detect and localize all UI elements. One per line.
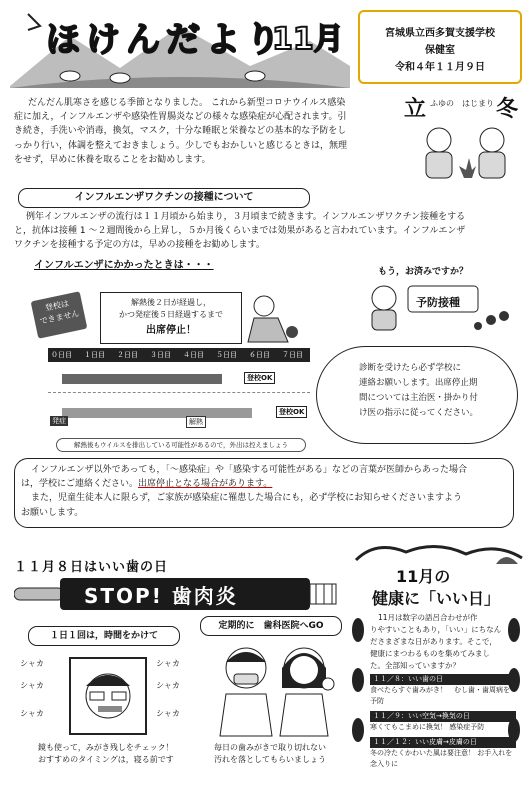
caption-line: 毎日の歯みがきで取り切れない bbox=[214, 743, 326, 752]
ii-day-desc: 寒くてもこまめに換気！ 感染症予防 bbox=[370, 723, 485, 731]
attendance-rule-box bbox=[100, 292, 242, 344]
ii-day-label: １１／９：いい空気→換気の日 bbox=[370, 711, 516, 722]
school-ok-badge: 登校OK bbox=[244, 372, 275, 384]
notice-line: インフルエンザ以外であっても，「～感染症」や「感染する可能性がある」などの言葉が医師からあった場合 bbox=[31, 465, 467, 475]
intro-paragraph bbox=[14, 96, 394, 167]
season-kanji-tou: 冬 bbox=[496, 97, 519, 122]
ii-day-panel bbox=[346, 540, 526, 798]
intro-line: っかり行い，体調を整えておきましょう。少しでもおかしいと感じるときは，無理 bbox=[14, 140, 348, 151]
shaka-sound: シャカ bbox=[156, 709, 180, 718]
rule-line: かつ発症後５日経過するまで bbox=[119, 310, 223, 319]
ii-day-title-2: 健康に「いい日」 bbox=[372, 589, 501, 608]
cloud-line: け医の指示に従ってください。 bbox=[359, 408, 479, 418]
fever-down-label: 解熱 bbox=[186, 416, 206, 428]
boy-brushing-icon bbox=[68, 656, 148, 736]
school-ok-badge: 登校OK bbox=[276, 406, 307, 418]
ii-day-desc: 食べたらすぐ歯みがき！ むし歯・歯周病を予防 bbox=[370, 686, 510, 705]
flu-vaccine-heading: インフルエンザワクチンの接種について bbox=[18, 188, 310, 208]
issue-date: 令和４年１１月９日 bbox=[395, 62, 485, 73]
contagious-bar bbox=[62, 408, 252, 418]
notice-line: お願いします。 bbox=[21, 507, 84, 518]
intro-line: をせず，早めに休養を取ることをお勧めします。 bbox=[14, 154, 211, 165]
day-label: ３日目 bbox=[150, 351, 171, 359]
dentist-caption bbox=[214, 742, 344, 766]
school-info-box bbox=[358, 10, 522, 84]
ii-day-label: １１／８：いい歯の日 bbox=[370, 674, 516, 685]
shaka-sound: シャカ bbox=[156, 681, 180, 690]
notice-emphasis: 出席停止となる場合があります。 bbox=[138, 479, 273, 490]
tip-dentist: 定期的に 歯科医院へGO bbox=[200, 616, 342, 636]
body-line: ださまざまな日があります。そこで， bbox=[370, 637, 497, 646]
body-line: た。全部知っていますか？ bbox=[370, 661, 460, 670]
contact-cloud bbox=[316, 346, 518, 444]
day-label: ６日目 bbox=[249, 351, 270, 359]
sick-child-icon bbox=[244, 290, 304, 346]
cloud-line: 間については主治医・掛かり付 bbox=[359, 393, 478, 403]
onset-label: 発症 bbox=[52, 417, 66, 425]
vaccine-illustration bbox=[356, 280, 516, 332]
ii-day-body bbox=[370, 612, 520, 672]
season-illustration bbox=[404, 92, 524, 182]
day-label: ０日目 bbox=[51, 351, 72, 359]
cloud-line: 診断を受けたら必ず学校に bbox=[359, 363, 462, 373]
ii-day-desc: 冬の冷たくかわいた風は要注意！ お手入れを念入りに bbox=[370, 749, 513, 768]
notice-line bbox=[21, 477, 507, 491]
shaka-sound: シャカ bbox=[156, 659, 180, 668]
caption-line: おすすめのタイミングは，寝る前です bbox=[38, 755, 174, 764]
dentist-patient-icon bbox=[212, 638, 338, 738]
brushing-caption bbox=[38, 742, 218, 766]
shaka-sound: シャカ bbox=[20, 659, 44, 668]
tip-once-a-day: １日１回は，時間をかけて bbox=[28, 626, 180, 646]
newsletter-month: 11月 bbox=[272, 22, 344, 57]
caption-line: 汚れを落としてもらいましょう bbox=[214, 755, 326, 764]
notice-box bbox=[14, 458, 514, 528]
no-school-sign: 登校は できません bbox=[31, 291, 88, 339]
contagious-bar bbox=[62, 374, 222, 384]
stop-gingivitis-title: STOP! 歯肉炎 bbox=[84, 584, 238, 608]
shaka-sound: シャカ bbox=[20, 709, 44, 718]
timeline-note: 解熱後もウイルスを排出している可能性があるので，外出は控えましょう bbox=[56, 438, 306, 452]
vaccine-sign-text: 予防接種 bbox=[416, 296, 460, 309]
ii-day-title-1: 11月の bbox=[396, 567, 451, 586]
timeline-row-2 bbox=[48, 402, 310, 426]
caption-line: 鏡も使って，みがき残しをチェック！ bbox=[38, 743, 174, 752]
timeline-chart bbox=[48, 348, 310, 440]
body-line: 健康にまつわるものを集めてみまし bbox=[370, 649, 490, 658]
children-by-fire-icon bbox=[414, 122, 519, 180]
rule-line: 解熱後２日が経過し， bbox=[131, 298, 211, 307]
ii-day-item bbox=[370, 711, 516, 733]
ii-day-item bbox=[370, 674, 516, 707]
vaccine-question: もう，お済みですか？ bbox=[378, 267, 469, 277]
rule-line-emphasis: 出席停止！ bbox=[146, 325, 196, 336]
shaka-sound: シャカ bbox=[20, 681, 44, 690]
ii-day-item bbox=[370, 737, 516, 770]
day-label: ７日目 bbox=[282, 351, 303, 359]
day-label: ５日目 bbox=[216, 351, 237, 359]
notice-text: は，学校にご連絡ください。 bbox=[21, 479, 139, 490]
notice-line: また，児童生徒本人に限らず，ご家族が感染症に罹患した場合にも，必ず学校にお知らせくださいますよう bbox=[31, 493, 463, 504]
season-kanji-ritsu: 立 bbox=[404, 97, 427, 122]
day-label: １日目 bbox=[84, 351, 105, 359]
intro-line: だんだん肌寒さを感じる季節となりました。 これから新型コロナウイルス感染 bbox=[28, 98, 346, 108]
header-banner bbox=[10, 6, 350, 88]
newsletter-title: ほけんだより bbox=[46, 20, 286, 60]
cloud-line: 連絡お願いします。出席停止期 bbox=[359, 378, 478, 388]
school-office: 保健室 bbox=[425, 45, 455, 56]
body-line: 11月は数字の語呂合わせが作 bbox=[378, 613, 478, 622]
flu-infected-heading: インフルエンザにかかったときは・・・ bbox=[34, 260, 214, 271]
flu-line: ワクチンを接種する予定の方は，早めの接種をお勧めします。 bbox=[14, 240, 265, 251]
teeth-day-heading: １１月８日はいい歯の日 bbox=[14, 560, 169, 575]
body-line: りやすいこともあり，「いい」にちなん bbox=[370, 625, 502, 634]
timeline-row-1 bbox=[48, 368, 310, 393]
flu-line: と，抗体は接種 1 ～２週間後から上昇し，５か月後くらいまでは効果があると言われています。インフルエンザ bbox=[14, 226, 466, 237]
flu-line: 例年インフルエンザの流行は１１月頃から始まり，３月頃まで続きます。インフルエンザワクチン接種をする bbox=[26, 212, 466, 222]
ii-day-label: １１／１２：いい皮膚→皮膚の日 bbox=[370, 737, 516, 748]
day-label: ４日目 bbox=[183, 351, 204, 359]
season-caption: ふゆの はじまり bbox=[430, 99, 494, 108]
intro-line: き続き，手洗いや消毒，換気，マスク，十分な睡眠と栄養などの基本的な予防をし bbox=[14, 126, 347, 137]
day-label: ２日目 bbox=[117, 351, 138, 359]
flu-vaccine-paragraph bbox=[14, 210, 524, 253]
brushing-illustration bbox=[18, 652, 198, 740]
school-name: 宮城県立西多賀支援学校 bbox=[385, 28, 495, 39]
cloud-text bbox=[359, 361, 517, 421]
intro-line: 症に加え，インフルエンザや感染性胃腸炎などの様々な感染症が心配されます。引 bbox=[14, 112, 347, 123]
toothbrush-banner bbox=[14, 574, 340, 614]
ii-day-list bbox=[370, 674, 516, 770]
